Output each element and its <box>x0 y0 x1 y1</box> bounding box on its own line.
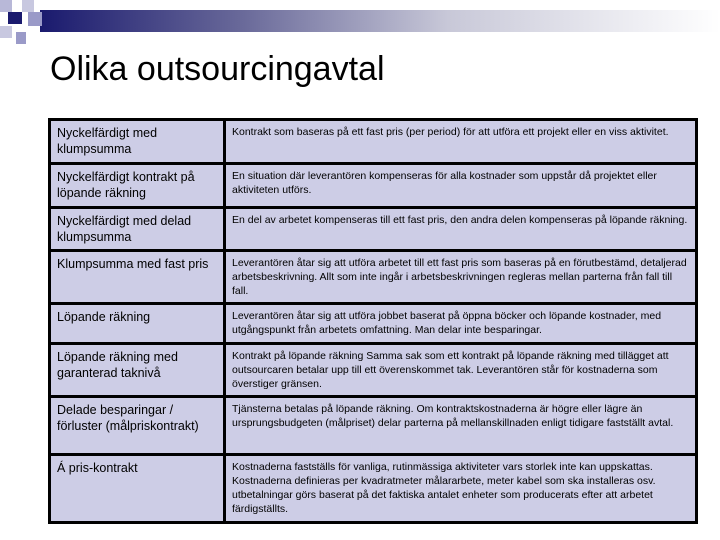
contract-description: En situation där leverantören kompenseras för alla kostnader som uppstår då projektet eller aktiviteten utförs. <box>225 164 697 208</box>
decor-square <box>22 0 34 12</box>
contract-description: Leverantören åtar sig att utföra jobbet baserat på öppna böcker och löpande kostnader, med utgångspunkt från arbetets omfattning. Man delar inte besparingar. <box>225 304 697 344</box>
decor-square <box>0 0 12 12</box>
contract-description: Tjänsterna betalas på löpande räkning. Om kontraktskostnaderna är högre eller lägre än ursprungsbudgeten (målpriset) delar parterna på mellanskillnaden enligt tidigare fastställt avtal. <box>225 397 697 455</box>
contract-description: Kostnaderna fastställs för vanliga, rutinmässiga aktiviteter vars storlek inte kan uppskattas. Kostnaderna definieras per kvadratmeter målararbete, meter kabel som ska installeras osv. utbetalningar görs baserat på det faktiska antalet enheter som producerats efter att arbetet färdigställts. <box>225 455 697 523</box>
contract-term: Á pris-kontrakt <box>50 455 225 523</box>
table-row <box>50 164 697 208</box>
contract-description: Leverantören åtar sig att utföra arbetet till ett fast pris som baseras på en förutbestämd, detaljerad arbetsbeskrivning. Allt som inte ingår i arbetsbeskrivningen regleras mellan parterna från fall till fall. <box>225 251 697 304</box>
header-gradient-band <box>40 10 720 32</box>
contract-term: Löpande räkning <box>50 304 225 344</box>
decor-square <box>28 12 42 26</box>
decor-square <box>16 32 26 44</box>
contract-types-table <box>48 118 698 524</box>
contract-description: Kontrakt som baseras på ett fast pris (per period) för att utföra ett projekt eller en viss aktivitet. <box>225 120 697 164</box>
contract-term: Löpande räkning med garanterad taknivå <box>50 344 225 397</box>
slide-title: Olika outsourcingavtal <box>50 50 385 88</box>
table-row <box>50 397 697 455</box>
contract-term: Delade besparingar / förluster (målpriskontrakt) <box>50 397 225 455</box>
table-row <box>50 304 697 344</box>
contract-term: Klumpsumma med fast pris <box>50 251 225 304</box>
contract-term: Nyckelfärdigt kontrakt på löpande räkning <box>50 164 225 208</box>
table-row <box>50 208 697 251</box>
contract-description: Kontrakt på löpande räkning Samma sak som ett kontrakt på löpande räkning med tillägget att outsourcaren betalar upp till ett överenskommet tak. Leverantören står för kostnaderna som överstiger gränsen. <box>225 344 697 397</box>
table-row <box>50 120 697 164</box>
table-row <box>50 455 697 523</box>
contract-description: En del av arbetet kompenseras till ett fast pris, den andra delen kompenseras på löpande räkning. <box>225 208 697 251</box>
table-row <box>50 344 697 397</box>
contract-term: Nyckelfärdigt med delad klumpsumma <box>50 208 225 251</box>
contract-term: Nyckelfärdigt med klumpsumma <box>50 120 225 164</box>
decor-square <box>0 26 12 38</box>
decor-square <box>8 12 22 24</box>
table-row <box>50 251 697 304</box>
